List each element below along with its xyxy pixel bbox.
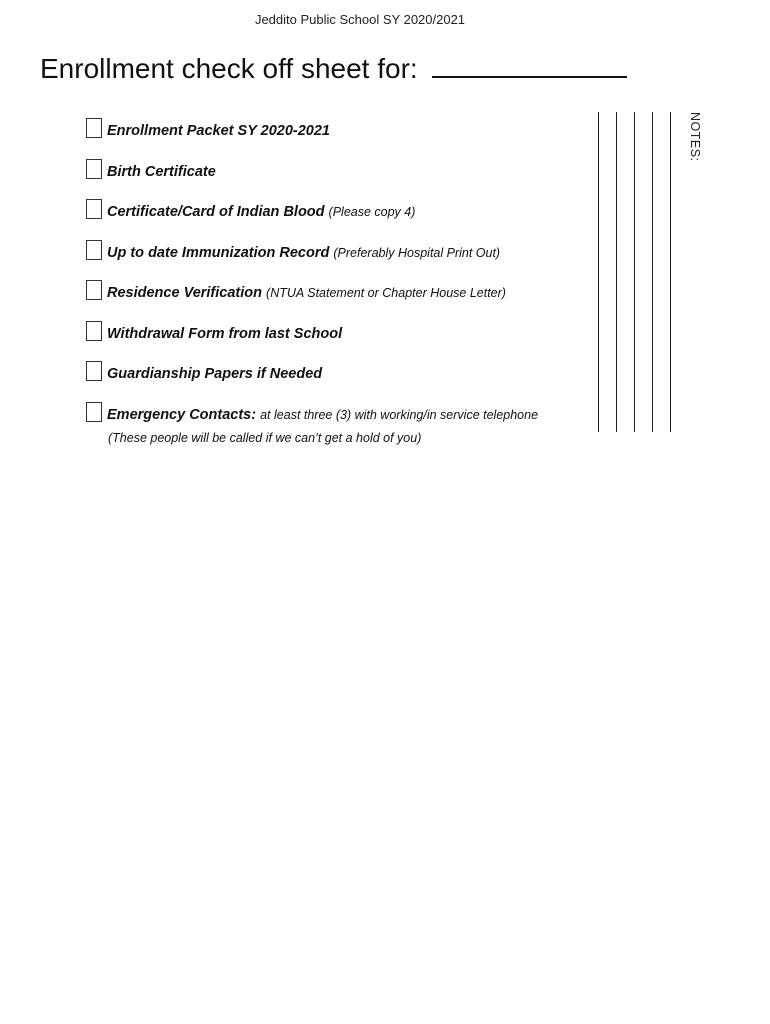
checkbox-residence-verification[interactable] (86, 280, 102, 300)
checkbox-guardianship-papers[interactable] (86, 361, 102, 381)
checklist-item-birth-certificate (86, 157, 596, 198)
emergency-contacts-subnote: (These people will be called if we can’t get a hold of you) (108, 430, 422, 445)
item-note: (NTUA Statement or Chapter House Letter) (266, 286, 506, 300)
checklist-item-withdrawal-form (86, 319, 596, 360)
item-note: (Preferably Hospital Print Out) (333, 245, 501, 260)
checkbox-emergency-contacts[interactable] (86, 402, 102, 422)
checklist-item-indian-blood-card (86, 197, 596, 238)
checkbox-birth-certificate[interactable] (86, 159, 102, 179)
item-label: Guardianship Papers if Needed (107, 366, 323, 382)
notes-line (634, 112, 635, 432)
notes-writing-lines[interactable] (598, 112, 674, 432)
item-label: Emergency Contacts: (107, 406, 257, 423)
item-note: (Please copy 4) (328, 205, 416, 219)
checklist-item-residence-verification (86, 278, 596, 319)
notes-line (652, 112, 653, 432)
checkbox-immunization-record[interactable] (86, 240, 102, 260)
checklist-item-emergency-contacts (86, 400, 596, 445)
checklist-item-immunization-record (86, 238, 596, 279)
checkbox-indian-blood-card[interactable] (86, 199, 102, 219)
checklist-item-enrollment-packet (86, 116, 596, 157)
student-name-blank[interactable] (432, 52, 627, 78)
item-label: Certificate/Card of Indian Blood (107, 204, 325, 220)
checklist-item-guardianship-papers (86, 359, 596, 400)
enrollment-checklist (86, 116, 596, 445)
item-label: Residence Verification (107, 285, 262, 301)
page-title-text: Enrollment check off sheet for: (40, 53, 418, 84)
item-label: Up to date Immunization Record (107, 244, 330, 261)
notes-line (598, 112, 599, 432)
item-label: Birth Certificate (107, 163, 216, 180)
checkbox-enrollment-packet[interactable] (86, 118, 102, 138)
school-year-header: Jeddito Public School SY 2020/2021 (254, 12, 466, 27)
item-label: Withdrawal Form from last School (107, 325, 343, 342)
item-note: at least three (3) with working/in service telephone (260, 407, 539, 422)
checkbox-withdrawal-form[interactable] (86, 321, 102, 341)
notes-label: NOTES: (688, 112, 702, 162)
notes-line (670, 112, 671, 432)
item-label: Enrollment Packet SY 2020-2021 (107, 123, 330, 139)
notes-line (616, 112, 617, 432)
page-title (40, 52, 627, 85)
